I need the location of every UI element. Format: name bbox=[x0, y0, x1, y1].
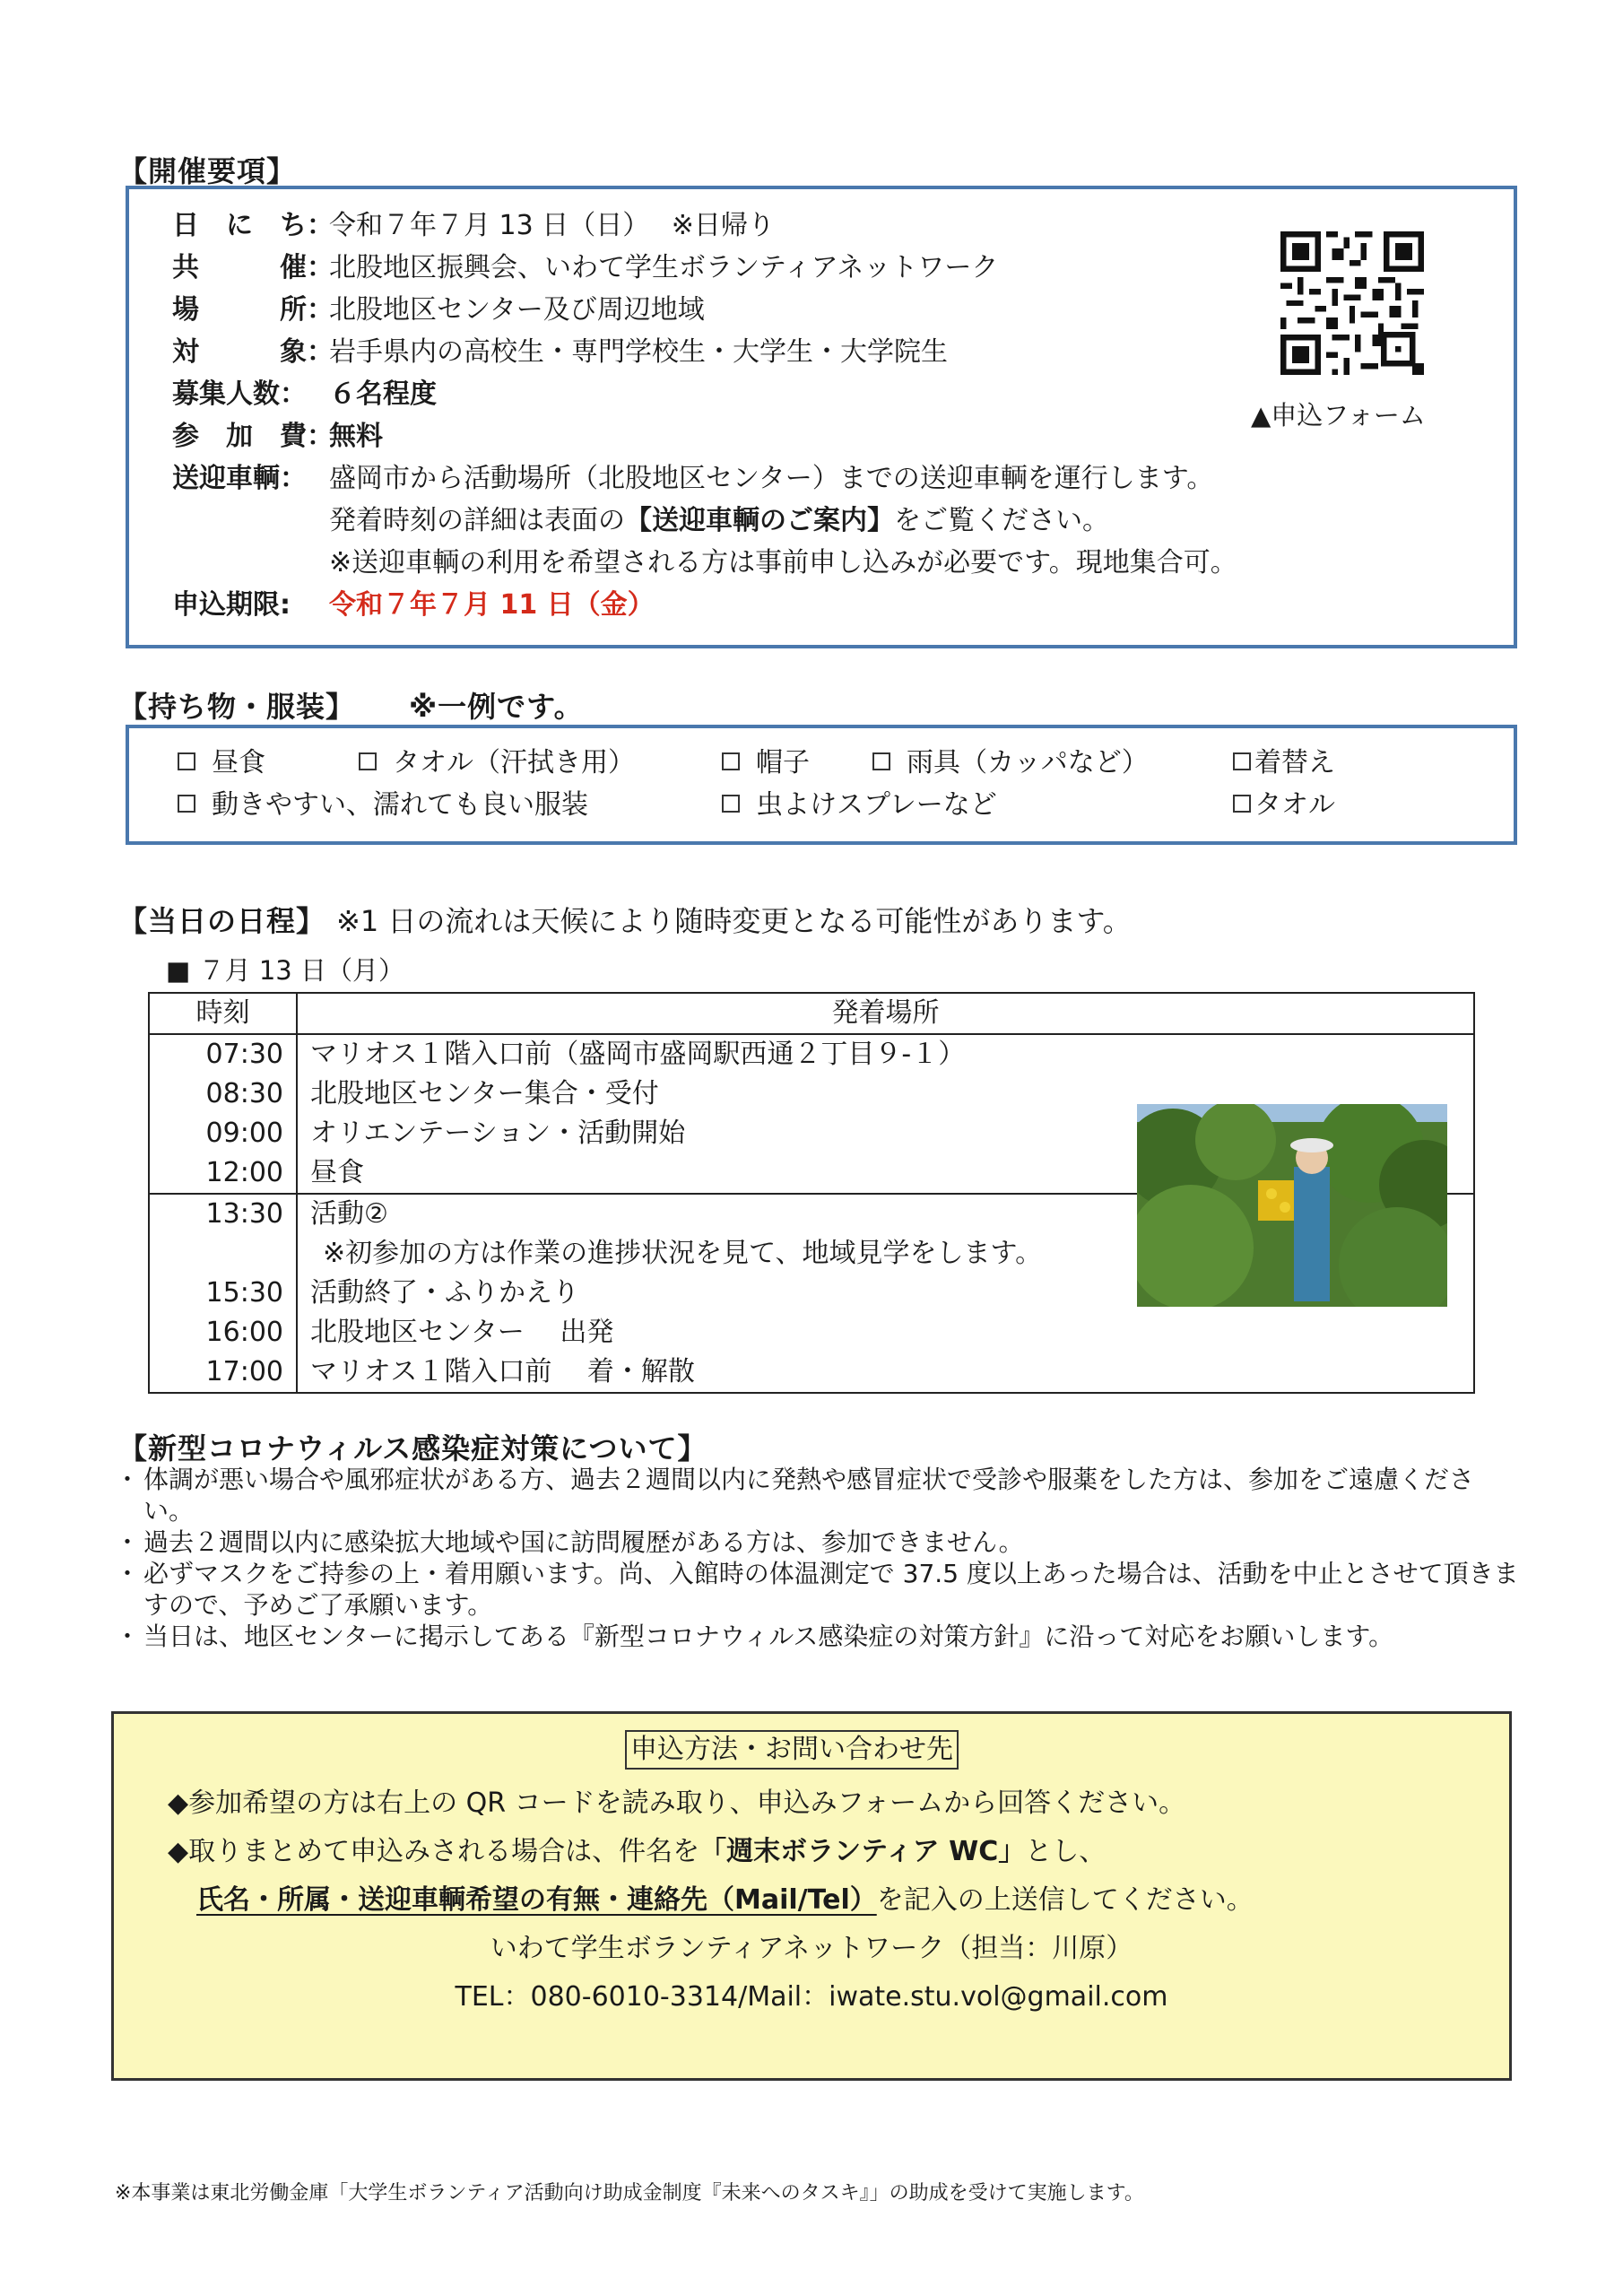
contact-line-fields: 氏名・所属・送迎車輌希望の有無・連絡先（Mail/Tel）を記入の上送信してください。 bbox=[196, 1884, 1254, 1916]
corona-item: ・ 体調が悪い場合や風邪症状がある方、過去２週間以内に発熱や感冒症状で受診や服薬をした方は、参加をご遠慮ください。 bbox=[115, 1465, 1475, 1526]
table-header bbox=[149, 993, 1474, 1034]
checkbox-towel[interactable] bbox=[1233, 795, 1251, 813]
item-clothes: 動きやすい、濡れても良い服装 bbox=[178, 787, 588, 823]
schedule-heading: 【当日の日程】 ※1 日の流れは天候により随時変更となる可能性があります。 bbox=[118, 904, 1132, 938]
col-place-header: 発着場所 bbox=[297, 993, 1474, 1034]
table-row: 09:00 オリエンテーション・活動開始 bbox=[149, 1114, 1474, 1153]
kaisai-transport-line3: ※送迎車輌の利用を希望される方は事前申し込みが必要です。現地集合可。 bbox=[329, 547, 1237, 578]
kaisai-value-transport: 盛岡市から活動場所（北股地区センター）までの送迎車輌を運行します。 bbox=[329, 463, 1214, 494]
corona-item: ・ 過去２週間以内に感染拡大地域や国に訪問履歴がある方は、参加できません。 bbox=[115, 1527, 1024, 1557]
contact-title: 申込方法・お問い合わせ先 bbox=[625, 1730, 959, 1770]
kaisai-row-deadline: 申込期限: bbox=[172, 589, 291, 621]
kaisai-row-host: 共 催： bbox=[172, 252, 334, 283]
corona-heading: 【新型コロナウィルス感染症対策について】 bbox=[118, 1431, 707, 1465]
table-row: 13:30 活動② bbox=[149, 1194, 1474, 1234]
checkbox-towel-sweat[interactable] bbox=[359, 752, 377, 770]
kaisai-value-target: 岩手県内の高校生・専門学校生・大学生・大学院生 bbox=[329, 336, 948, 368]
kaisai-row-transport: 送迎車輌： bbox=[172, 463, 307, 494]
mochimono-box bbox=[126, 725, 1517, 845]
table-row: 15:30 活動終了・ふりかえり bbox=[149, 1274, 1474, 1313]
item-raingear: 雨具（カッパなど） bbox=[872, 745, 1149, 781]
kaisai-transport-line2: 発着時刻の詳細は表面の【送迎車輌のご案内】をご覧ください。 bbox=[329, 505, 1109, 536]
col-time-header: 時刻 bbox=[149, 993, 297, 1034]
table-row: 17:00 マリオス１階入口前 着・解散 bbox=[149, 1352, 1474, 1393]
checkbox-clothes[interactable] bbox=[178, 795, 195, 813]
item-hat: 帽子 bbox=[722, 745, 810, 781]
item-insect-spray: 虫よけスプレーなど bbox=[722, 787, 997, 823]
table-row: 07:30 マリオス１階入口前（盛岡市盛岡駅西通２丁目９-１） bbox=[149, 1034, 1474, 1074]
contact-tel-mail[interactable]: TEL：080-6010-3314/Mail：iwate.stu.vol@gmail.com bbox=[455, 1981, 1168, 2013]
kaisai-row-target: 対 象： bbox=[172, 336, 334, 368]
kaisai-value-fee: 無料 bbox=[329, 421, 383, 452]
qr-caption: ▲申込フォーム bbox=[1251, 400, 1426, 430]
item-towel: タオル bbox=[1233, 787, 1335, 823]
item-change-clothes: 着替え bbox=[1233, 745, 1335, 781]
checkbox-change-clothes[interactable] bbox=[1233, 752, 1251, 770]
kaisai-row-date: 日 に ち： bbox=[172, 210, 334, 241]
kaisai-value-capacity: ６名程度 bbox=[329, 378, 437, 410]
kaisai-row-capacity: 募集人数： bbox=[172, 378, 307, 410]
item-towel-sweat: タオル（汗拭き用） bbox=[359, 745, 635, 781]
activity-photo bbox=[1137, 1104, 1447, 1307]
corona-item: ・ 当日は、地区センターに掲示してある『新型コロナウィルス感染症の対策方針』に沿って対応をお願いします。 bbox=[115, 1622, 1394, 1651]
mochimono-heading: 【持ち物・服装】 ※一例です。 bbox=[118, 690, 584, 724]
kaisai-value-host: 北股地区振興会、いわて学生ボランティアネットワーク bbox=[329, 252, 999, 283]
checkbox-lunch[interactable] bbox=[178, 752, 195, 770]
kaisai-heading: 【開催要項】 bbox=[118, 154, 297, 188]
kaisai-value-deadline: 令和７年７月 11 日（金） bbox=[329, 589, 655, 621]
contact-line-qr: ◆参加希望の方は右上の QR コードを読み取り、申込みフォームから回答ください。 bbox=[168, 1787, 1186, 1819]
kaisai-row-place: 場 所： bbox=[172, 294, 334, 326]
kaisai-row-fee: 参 加 費： bbox=[172, 421, 334, 452]
item-lunch: 昼食 bbox=[178, 745, 265, 781]
contact-org: いわて学生ボランティアネットワーク（担当：川原） bbox=[490, 1933, 1133, 1964]
table-row: 12:00 昼食 bbox=[149, 1153, 1474, 1194]
table-row: ※初参加の方は作業の進捗状況を見て、地域見学をします。 bbox=[149, 1234, 1474, 1274]
corona-item: ・ 必ずマスクをご持参の上・着用願います。尚、入館時の体温測定で 37.5 度以上あった場合は、活動を中止とさせて頂きますので、予めご了承願います。 bbox=[115, 1559, 1519, 1620]
contact-line-group: ◆取りまとめて申込みされる場合は、件名を「週末ボランティア WC」とし、 bbox=[168, 1836, 1107, 1867]
kaisai-value-place: 北股地区センター及び周辺地域 bbox=[329, 294, 705, 326]
checkbox-hat[interactable] bbox=[722, 752, 740, 770]
qr-code-icon[interactable] bbox=[1280, 231, 1424, 375]
table-row: 16:00 北股地区センター 出発 bbox=[149, 1313, 1474, 1352]
footer-note: ※本事業は東北労働金庫「大学生ボランティア活動向け助成金制度『未来へのタスキ』」の助成を受けて実施します。 bbox=[115, 2182, 1144, 2205]
table-row: 08:30 北股地区センター集合・受付 bbox=[149, 1074, 1474, 1114]
checkbox-raingear[interactable] bbox=[872, 752, 890, 770]
kaisai-value-date: 令和７年７月 13 日（日） ※日帰り bbox=[329, 210, 775, 241]
checkbox-insect-spray[interactable] bbox=[722, 795, 740, 813]
schedule-date: ■ ７月 13 日（月） bbox=[166, 955, 404, 986]
contact-box bbox=[111, 1711, 1512, 2081]
